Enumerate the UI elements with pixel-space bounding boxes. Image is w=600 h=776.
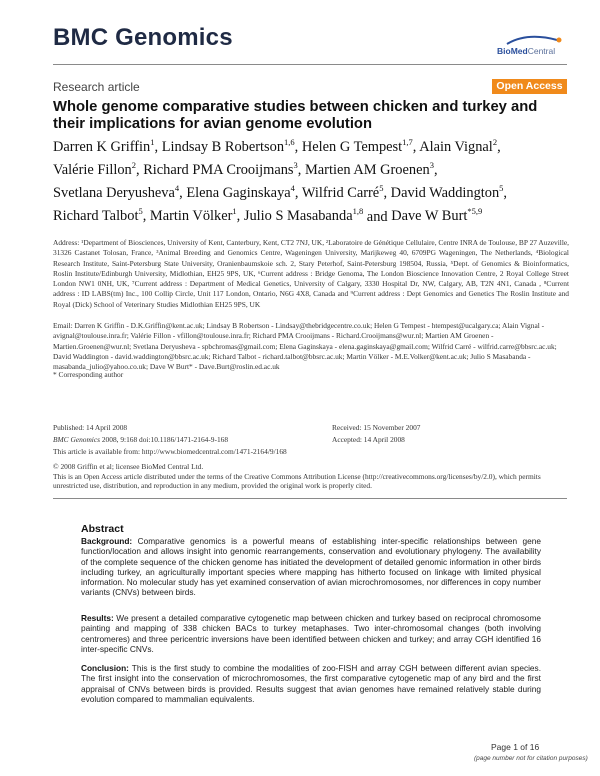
author-name: David Waddington xyxy=(390,185,500,202)
results-text: We present a detailed comparative cytogenetic map between chicken and turkey based on reciprocal chromosome painting and mapping of 338 chicken BACs to turkey metaphases. Two inter-chromosomal changes (both involving centromeres) and three pericentric inversions have been identified between chicken and turkey; and array CGH identified 16 inter-specific CNVs. xyxy=(81,613,541,654)
author-name: Julio S Masabanda xyxy=(243,208,353,225)
background-text: Comparative genomics is a powerful means of establishing inter-specific relationships between gene function/location and allows insight into genomic rearrangements, conservation and evolutionary phylogeny. The availability of the complete sequence of the chicken genome has initiated the development of detailed genomic information in other birds including turkey, an agriculturally important species where mapping has hitherto focused on linkage with limited physical information. No molecular study has yet examined conservation of avian microchromosomes, nor differences in copy number variants (CNVs) between birds. xyxy=(81,536,541,598)
author xyxy=(391,208,482,224)
author-affiliation: 4 xyxy=(290,183,295,194)
author-affiliation: 1 xyxy=(150,137,155,147)
author: Richard Talbot$^5$, xyxy=(53,206,147,225)
author-affiliation: 3 xyxy=(429,160,434,171)
page-number: Page 1 of 16 xyxy=(491,742,540,752)
copyright-notice xyxy=(53,462,569,491)
author: Elena Gaginskaya$^4$, xyxy=(186,183,299,202)
author: Richard PMA Crooijmans$^3$, xyxy=(143,160,302,178)
author-name: Lindsay B Robertson xyxy=(161,138,285,155)
article-title: Whole genome comparative studies between chicken and turkey and their implications for avian genome evolution xyxy=(53,99,538,132)
license-text: This is an Open Access article distributed under the terms of the Creative Commons Attribution License (http://creativecommons.org/licenses/by/2.0), which permits unrestricted use, distribution, and reproduction in any medium, provided the original work is properly cited. xyxy=(53,471,541,491)
author-name: Helen G Tempest xyxy=(301,138,403,155)
citation-journal: BMC Genomics xyxy=(53,434,101,444)
author: Wilfrid Carré$^5$, xyxy=(301,183,388,202)
author: Darren K Griffin$^1$, xyxy=(53,137,159,155)
author-name: Valérie Fillon xyxy=(53,162,132,178)
author-affiliation: 1,6 xyxy=(284,137,295,147)
publication-info xyxy=(53,422,323,445)
author-affiliation: 5 xyxy=(138,206,143,217)
journal-name: BMC Genomics xyxy=(53,24,233,51)
author-affiliation: 3 xyxy=(293,160,298,171)
author-name: Martien AM Groenen xyxy=(304,162,430,178)
open-access-badge: Open Access xyxy=(492,79,567,94)
abstract-results xyxy=(81,613,541,654)
author: Martien AM Groenen$^3$, xyxy=(304,160,438,178)
author: David Waddington$^5$, xyxy=(390,183,508,202)
author-affiliation: 2 xyxy=(131,160,136,171)
accepted-date: Accepted: 14 April 2008 xyxy=(332,434,405,444)
author-affiliation: *5,9 xyxy=(467,206,483,217)
author: Lindsay B Robertson$^{1,6}$, xyxy=(161,137,299,155)
biomed-central-logo xyxy=(497,34,567,54)
citation-rest: 2008, 9:168 doi:10.1186/1471-2164-9-168 xyxy=(100,434,229,444)
author-name: Darren K Griffin xyxy=(53,138,151,155)
received-date: Received: 15 November 2007 xyxy=(332,423,421,432)
header-divider xyxy=(53,64,567,65)
author-name: Dave W Burt xyxy=(391,208,468,225)
logo-swoosh-icon xyxy=(497,34,567,46)
author-emails: Email: Darren K Griffin - D.K.Griffin@kent.ac.uk; Lindsay B Robertson - Lindsay@thebridgecentre.co.uk; Helen G Tempest - htempest@ucalgary.ca; Alain Vignal - avignal@toulouse.inra.fr; Valérie Fillon - vfillon@toulouse.inra.fr; Richard PMA Crooijmans - Richard.Crooijmans@wur.nl; Martien AM Groenen - Martien.Groenen@wur.nl; Svetlana Deryusheva - spbchromas@gmail.com; Elena Gaginskaya - elena.gaginskaya@gmail.com; Wilfrid Carré - wilfrid.carre@bbsrc.ac.uk; David Waddington - david.waddington@bbsrc.ac.uk; Richard Talbot - richard.talbot@bbsrc.ac.uk; Martin Völker - M.E.Volker@kent.ac.uk; Julio S Masabanda - masabanda_julio@yahoo.co.uk; Dave W Burt* - Dave.Burt@roslin.ed.ac.uk xyxy=(53,321,557,372)
affiliations: Address: ¹Department of Biosciences, University of Kent, Canterbury, Kent, CT2 7NJ, UK, ²Laboratoire de Génétique Cellulaire, Centre INRA de Toulouse, BP 27 Auzeville, 31326 Castanet Tolosan, France, ³Animal Breeding and Genomics Centre, Wageningen University, Marijkeweg 40, 6709PG Wageningen, The Netherlands, ⁴Biological Research Institute, Saint-Petersburg State University, Oranienbaumskoie sch. 2, Stary Peterhof, Saint-Petersburg 198504, Russia, ⁵Dept. of Genomics & Bioinformatics, Roslin Institute/Edinburgh University, Midlothian, EH25 9PS, UK, ⁶Current address : Bridge Genoma, The London Bioscience Innovation Centre, 2 Royal College Street London NW1 0NH, UK, ⁷Current address : Department of Medical Genetics, University of Calgary, 3330 Hospital Dr, NW, Calgary, AB, T2N 4N1, Canada , ⁸Current address : ID LABS(tm) Inc., 100 Collip Circle, Unit 117 London, Ontario, N6G 4X8, Canada and ⁹Current address : Dept Genomics and Genetics The Roslin Institute and Royal (Dick) School of Veterinary Studies Midlothian EH25 9PS, UK xyxy=(53,238,569,309)
author-affiliation: 5 xyxy=(379,183,384,194)
background-label: Background: xyxy=(81,536,133,546)
logo-bold: BioMed xyxy=(497,46,528,56)
citation xyxy=(53,434,323,446)
author: Valérie Fillon$^2$, xyxy=(53,160,140,178)
conclusion-text: This is the first study to combine the modalities of zoo-FISH and array CGH between different avian species. The first insight into the conservation of microchromosomes, the first comparative cytogenetic map of any bird and the first appraisal of CNVs between birds is provided. Results suggest that avian genomes have remained relatively stable during evolution compared to mammalian equivalents. xyxy=(81,663,541,704)
author-name: Richard PMA Crooijmans xyxy=(143,162,294,178)
author-affiliation: 2 xyxy=(492,137,498,147)
author-affiliation: 1 xyxy=(232,206,237,217)
author-name: Alain Vignal xyxy=(419,138,493,155)
author-name: Elena Gaginskaya xyxy=(186,185,291,202)
abstract-conclusion xyxy=(81,663,541,704)
article-type: Research article xyxy=(53,80,140,94)
author: Alain Vignal$^2$, xyxy=(419,137,501,155)
corresponding-author-note: * Corresponding author xyxy=(53,370,124,379)
logo-text xyxy=(497,46,555,56)
author-list: Darren K Griffin$^1$, Lindsay B Robertson$^{1,6}$, Helen G Tempest$^{1,7}$, Alain Vignal$^2$, Valérie Fillon$^2$, Richard PMA Crooijmans$^3$, Martien AM Groenen$^3$, Svetlana Deryusheva$^4$, Elena Gaginskaya$^4$, Wilfrid Carré$^5$, David Waddington$^5$, Richard Talbot$^5$, Martin Völker$^1$, Julio S Masabanda$^{1,8}$ and Dave W Burt$^{*5,9}$ xyxy=(53,137,508,225)
published-date: Published: 14 April 2008 xyxy=(53,423,128,432)
conclusion-label: Conclusion: xyxy=(81,663,129,673)
section-divider xyxy=(53,498,567,499)
author: Helen G Tempest$^{1,7}$, xyxy=(301,137,417,155)
copyright-line: © 2008 Griffin et al; licensee BioMed Central Ltd. xyxy=(53,462,204,471)
page-note: (page number not for citation purposes) xyxy=(474,755,588,762)
abstract-heading: Abstract xyxy=(81,523,124,535)
author-name: Svetlana Deryusheva xyxy=(53,185,175,202)
article-url[interactable]: This article is available from: http://www.biomedcentral.com/1471-2164/9/168 xyxy=(53,447,287,456)
author-name: Richard Talbot xyxy=(53,208,139,225)
author-affiliation: 5 xyxy=(499,183,504,194)
author-name: Martin Völker xyxy=(149,208,233,225)
abstract-background xyxy=(81,536,541,598)
author xyxy=(244,208,363,224)
author-name: Wilfrid Carré xyxy=(301,185,380,202)
history-info xyxy=(332,422,562,445)
author-affiliation: 4 xyxy=(174,183,180,194)
author-affiliation: 1,7 xyxy=(402,137,413,147)
author: Svetlana Deryusheva$^4$, xyxy=(53,183,183,202)
results-label: Results: xyxy=(81,613,114,623)
logo-light: Central xyxy=(527,46,556,56)
author: Martin Völker$^1$, xyxy=(149,206,241,225)
author-affiliation: 1,8 xyxy=(352,206,364,217)
